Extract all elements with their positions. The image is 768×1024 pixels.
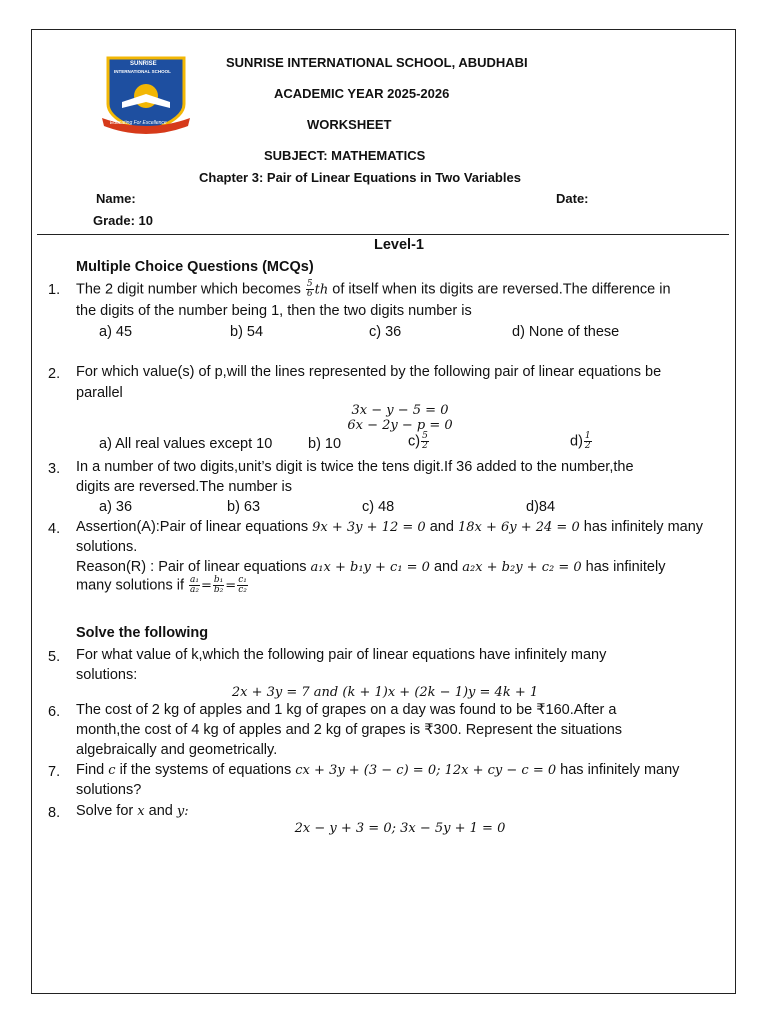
q8-line1: Solve for x and y: (76, 803, 189, 819)
q1-option-a: a) 45 (99, 324, 133, 340)
q6-line3: algebraically and geometrically. (76, 742, 278, 758)
q6-line1: The cost of 2 kg of apples and 1 kg of grapes on a day was found to be ₹160.After a (76, 702, 617, 718)
level-heading: Level-1 (374, 237, 424, 253)
q8-number: 8. (48, 805, 61, 821)
q1-fraction: $\frac{5}{6}$ (306, 279, 313, 299)
q3-line1: In a number of two digits,unit’s digit is twice the tens digit.If 36 added to the number,the (76, 459, 634, 475)
logo-top-text: SUNRISE (130, 61, 157, 67)
mcq-heading: Multiple Choice Questions (MCQs) (76, 259, 314, 275)
q1-number: 1. (48, 282, 61, 298)
q1-option-d: d) None of these (512, 324, 620, 340)
logo-sub-text: INTERNATIONAL SCHOOL (114, 69, 171, 74)
q2-line2: parallel (76, 385, 123, 401)
academic-year: ACADEMIC YEAR 2025-2026 (274, 86, 450, 101)
q2-eq2: 6x − 2y − p = 0 (347, 418, 453, 433)
q4-assertion-line1: Assertion(A):Pair of linear equations 9x + 3y + 12 = 0 and 18x + 6y + 24 = 0 has infinitely many (76, 519, 704, 535)
q4-reason-line1: Reason(R) : Pair of linear equations a₁x + b₁y + c₁ = 0 and a₂x + b₂y + c₂ = 0 has infinitely (76, 559, 666, 575)
q3-option-b: b) 63 (227, 499, 261, 515)
subject-label: SUBJECT: MATHEMATICS (264, 148, 426, 163)
q5-line1: For what value of k,which the following pair of linear equations have infinitely many (76, 647, 607, 663)
q4-assertion-line2: solutions. (76, 539, 138, 555)
q6-number: 6. (48, 704, 61, 720)
q2-option-b: b) 10 (308, 436, 342, 452)
q1-text-a: The 2 digit number which becomes (76, 281, 301, 298)
q2-number: 2. (48, 366, 61, 382)
q3-number: 3. (48, 461, 61, 477)
q4-reason-line2: many solutions if $\frac{\text{a₁}}{\text{a₂}}$ = $\frac{\text{b₁}}{\text{b₂}}$ = $\frac{\text{c₁}}{\text{c₂}}$ (76, 575, 247, 595)
q1-text-b: of itself when its digits are reversed.The difference in (332, 281, 671, 298)
q5-line2: solutions: (76, 667, 138, 683)
grade-label: Grade: 10 (93, 213, 153, 228)
logo-motto: Educating For Excellence (110, 120, 167, 126)
q7-line1: Find c if the systems of equations cx + 3y + (3 − c) = 0; 12x + cy − c = 0 has infinitely many (76, 762, 680, 778)
q1-line2: the digits of the number being 1, then the two digits number is (76, 303, 472, 319)
q3-option-c: c) 48 (362, 499, 395, 515)
q3-option-a: a) 36 (99, 499, 133, 515)
q2-eq1: 3x − y − 5 = 0 (351, 403, 449, 418)
q3-option-d: d)84 (526, 499, 556, 515)
q2-option-d: d) $\frac{1}{2}$ (570, 431, 591, 451)
worksheet-label: WORKSHEET (307, 117, 392, 132)
q6-line2: month,the cost of 4 kg of apples and 2 kg of grapes is ₹300. Represent the situations (76, 722, 623, 738)
q5-number: 5. (48, 649, 61, 665)
solve-heading: Solve the following (76, 625, 209, 641)
date-label: Date: (556, 191, 589, 206)
q8-equation: 2x − y + 3 = 0; 3x − 5y + 1 = 0 (294, 821, 506, 836)
q1-option-b: b) 54 (230, 324, 264, 340)
chapter-title: Chapter 3: Pair of Linear Equations in Two Variables (199, 170, 521, 185)
name-label: Name: (96, 191, 136, 206)
q2-option-a: a) All real values except 10 (99, 436, 273, 452)
q2-option-c: c) $\frac{5}{2}$ (408, 431, 428, 451)
q5-equation: 2x + 3y = 7 and (k + 1)x + (2k − 1)y = 4k + 1 (231, 685, 539, 700)
q4-number: 4. (48, 521, 61, 537)
q7-number: 7. (48, 764, 61, 780)
q2-line1: For which value(s) of p,will the lines represented by the following pair of linear equations be (76, 364, 662, 380)
q1-th: th (314, 282, 329, 298)
school-logo (100, 54, 192, 136)
school-name: SUNRISE INTERNATIONAL SCHOOL, ABUDHABI (226, 55, 528, 70)
header-divider (37, 234, 729, 235)
q3-line2: digits are reversed.The number is (76, 479, 292, 495)
q7-line2: solutions? (76, 782, 142, 798)
q1-option-c: c) 36 (369, 324, 402, 340)
q1-line1 (76, 280, 671, 299)
